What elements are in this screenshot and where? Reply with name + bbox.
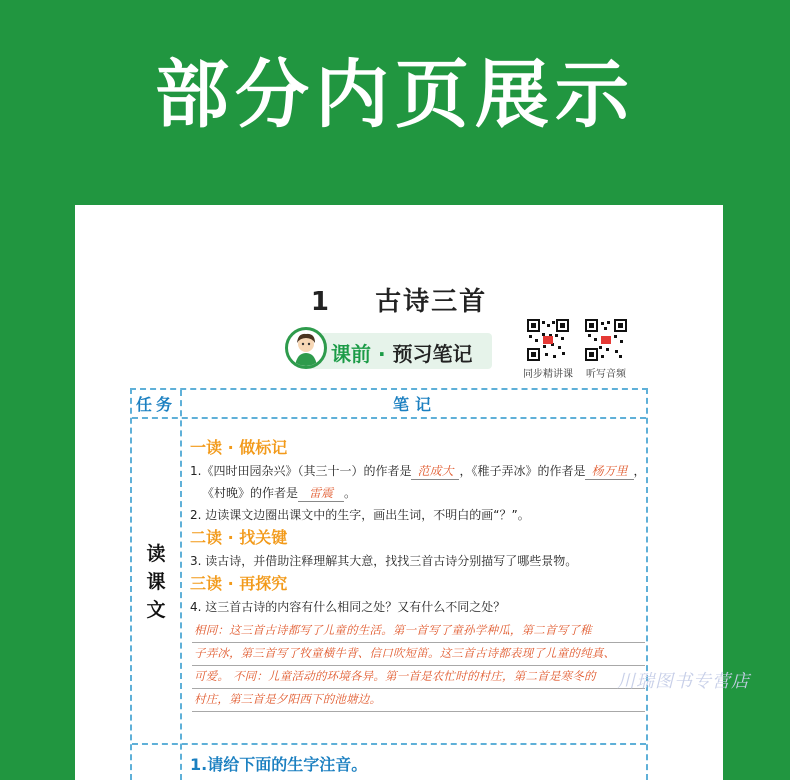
- qr-caption-lesson: 同步精讲课: [523, 369, 573, 380]
- q1-text-b: ，《稚子弄冰》的作者是: [459, 464, 586, 478]
- preview-suffix: 预习笔记: [392, 342, 473, 366]
- q1-text-d: 《村晚》的作者是: [202, 486, 299, 500]
- section-title-first-reading: 一读 · 做标记: [190, 438, 288, 457]
- q1-answer-3[interactable]: 雷震: [298, 485, 344, 502]
- qr-caption-audio: 听写音频: [586, 369, 626, 380]
- teacher-mascot-icon: [285, 327, 327, 369]
- qr-code-audio[interactable]: [585, 319, 627, 361]
- preview-dot: ·: [377, 342, 386, 366]
- lesson-number: 1: [310, 287, 331, 317]
- lesson-title: [75, 281, 723, 318]
- q1-text-e: 。: [344, 486, 357, 500]
- table-divider: [180, 390, 182, 780]
- header-notes: 笔记: [392, 395, 437, 414]
- page-sheet: [75, 205, 723, 780]
- preview-notes-label: [331, 338, 473, 367]
- row-label-text: 读课文: [146, 543, 166, 621]
- q1-text-a: 1.《四时田园杂兴》（其三十一）的作者是: [190, 464, 412, 478]
- question-3: 3. 读古诗，并借助注释理解其大意，找找三首古诗分别描写了哪些景物。: [190, 554, 578, 568]
- store-watermark: 川瑞图书专营店: [617, 671, 750, 692]
- answer-line: 相同：这三首古诗都写了儿童的生活。第一首写了童孙学种瓜，第二首写了稚: [192, 620, 645, 643]
- next-question-heading: 1.请给下面的生字注音。: [190, 755, 368, 774]
- answer-line: 子弄冰，第三首写了牧童横牛背、信口吹短笛。这三首古诗都表现了儿童的纯真、: [192, 643, 645, 666]
- notes-table: [130, 388, 648, 780]
- row-label-read-text: [132, 540, 180, 624]
- answer-writing-area[interactable]: [192, 620, 645, 712]
- table-row-line: [132, 743, 646, 745]
- table-header-line: [132, 417, 646, 419]
- section-title-second-reading: 二读 · 找关键: [190, 528, 288, 547]
- section-title-third-reading: 三读 · 再探究: [190, 574, 288, 593]
- answer-line: 可爱。 不同：儿童活动的环境各异。第一首是农忙时的村庄，第二首是寒冬的: [192, 666, 645, 689]
- lesson-name: 古诗三首: [375, 287, 488, 317]
- q1-text-c: ，: [633, 464, 646, 478]
- question-4: 4. 这三首古诗的内容有什么相同之处？又有什么不同之处？: [190, 600, 506, 614]
- header-task: 任务: [135, 395, 176, 414]
- q1-answer-2[interactable]: 杨万里: [585, 463, 633, 480]
- question-1: [190, 460, 645, 482]
- notes-content: [190, 436, 645, 712]
- question-1-continued: [190, 482, 645, 504]
- answer-line: 村庄，第三首是夕阳西下的池塘边。: [192, 689, 645, 712]
- preview-prefix: 课前: [331, 342, 371, 366]
- question-2: 2. 边读课文边圈出课文中的生字，画出生词，不明白的画“？”。: [190, 508, 530, 522]
- qr-code-lesson[interactable]: [527, 319, 569, 361]
- q1-answer-1[interactable]: 范成大: [411, 463, 459, 480]
- banner-title: 部分内页展示: [155, 52, 635, 138]
- preview-notes-banner: [287, 333, 492, 369]
